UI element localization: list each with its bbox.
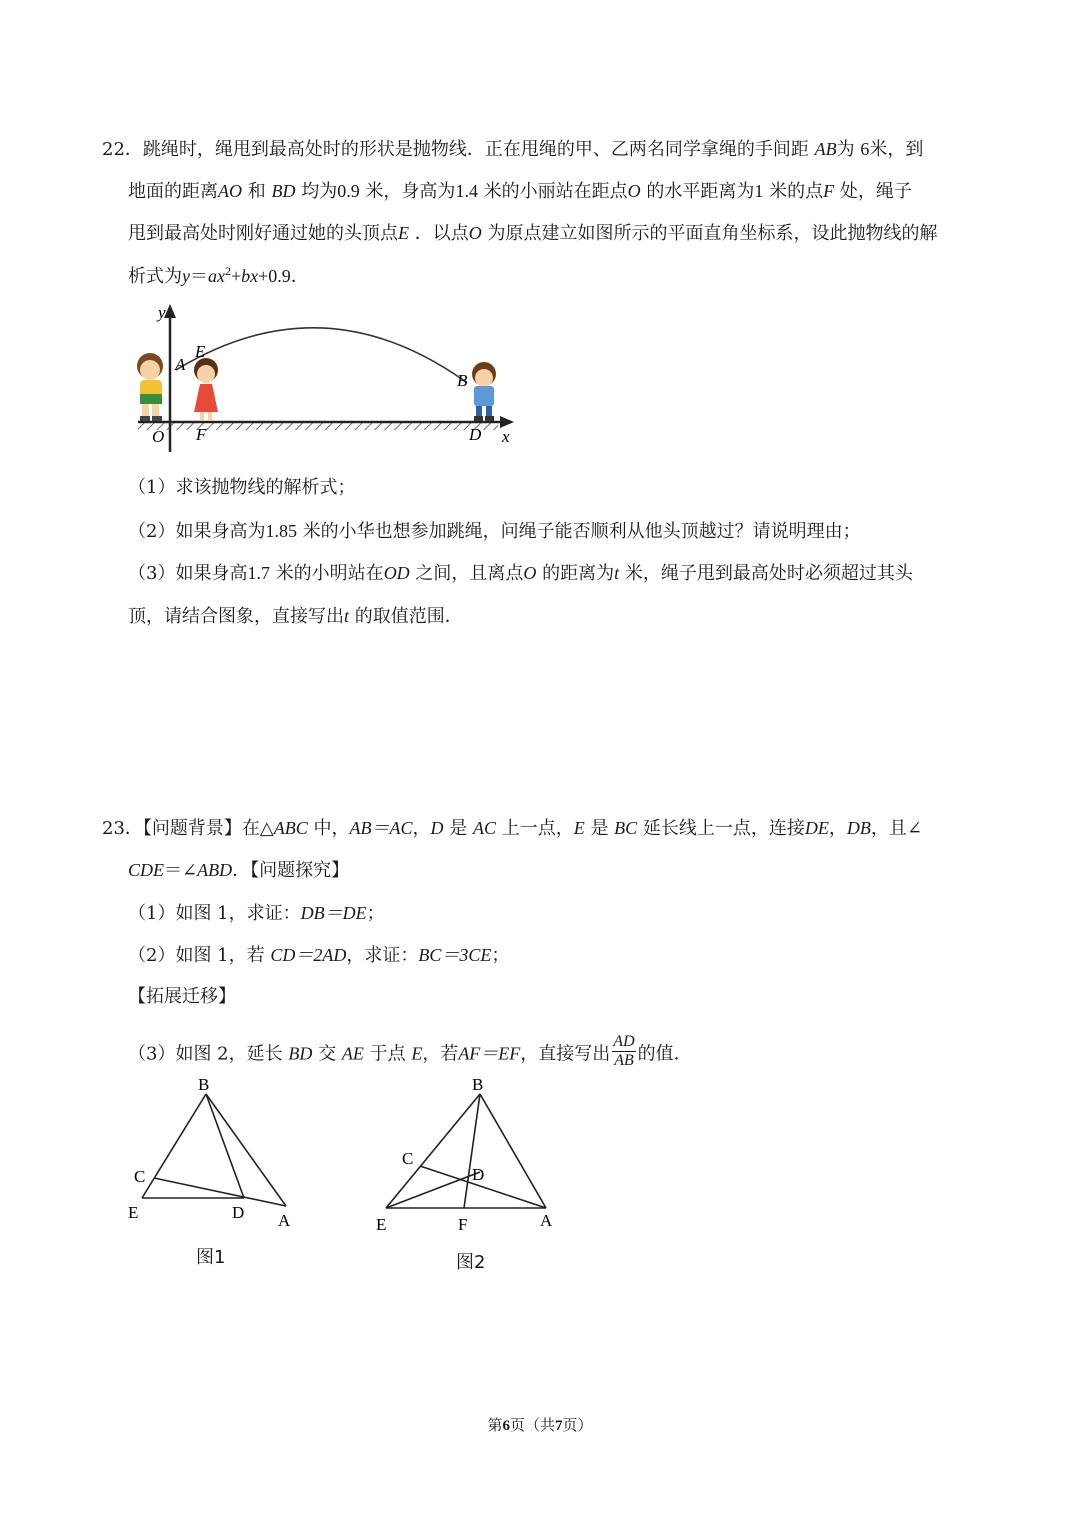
fig2-label-D: D [472, 1165, 485, 1184]
q22-line-4: 析式为$y=ax^2+bx+0.9$． [128, 264, 309, 287]
q23-part-2: （2）如图 1，若 CD＝2AD，求证：BC＝3CE； [128, 945, 510, 966]
q23-figure-2 [368, 1072, 568, 1242]
page-footer: 第6页（共7页） [487, 1416, 593, 1434]
q23-line-2: CDE＝∠ABD．【问题探究】 [128, 860, 350, 881]
q22-part-3-line-1: （3）如果身高1.7 米的小明站在OD 之间，且离点O 的距离为t 米，绳子甩到最高处时必须超过其头 [128, 563, 913, 584]
rope-parabola [176, 328, 466, 382]
fraction-ad-over-ab: $\frac{AD}{AB}$ [613, 1033, 635, 1069]
q23-figure-1 [120, 1072, 310, 1232]
left-kid-illustration [137, 353, 163, 421]
label-O: O [152, 427, 165, 446]
fig2-label-B: B [472, 1075, 484, 1094]
q23-extension-heading: 【拓展迁移】 [128, 986, 236, 1007]
q22-line-1: 22．跳绳时，绳甩到最高处时的形状是抛物线．正在甩绳的甲、乙两名同学拿绳的手间距 AB为 6米，到 [102, 139, 924, 160]
q22-part-3-line-2: 顶，请结合图象，直接写出t 的取值范围． [128, 606, 463, 627]
segment-CA [154, 1178, 286, 1206]
label-y: y [158, 303, 166, 322]
q23-part-1: （1）如图 1，求证：DB＝DE； [128, 903, 385, 924]
q23-fig1-caption: 图1 [196, 1247, 226, 1268]
label-B: B [457, 371, 468, 390]
q23-fig2-caption: 图2 [456, 1252, 486, 1273]
q22-line-3: 甩到最高处时刚好通过她的头顶点E ．以点O 为原点建立如图所示的平面直角坐标系，设此抛物线的解 [128, 223, 938, 244]
fig1-label-A: A [278, 1211, 291, 1230]
girl-xiaoli-illustration [194, 358, 218, 420]
label-A: A [175, 355, 186, 374]
q22-line-2: 地面的距离AO 和 BD 均为0.9 米，身高为1.4 米的小丽站在距点O 的水平距离为1 米的点F 处，绳子 [128, 181, 912, 202]
total-pages: 7 [555, 1418, 563, 1434]
q22-part-2: （2）如果身高为1.85 米的小华也想参加跳绳，问绳子能否顺利从他头顶越过？请说明理由； [128, 521, 861, 542]
fig1-label-E: E [128, 1203, 139, 1222]
q22-part-1: （1）求该抛物线的解析式； [128, 477, 356, 498]
fig1-label-B: B [198, 1075, 210, 1094]
q23-number: 23． [102, 818, 143, 839]
q23-part-3: （3）如图 2，延长 BD 交 AE 于点 E，若AF＝EF，直接写出 $\frac{AD}{AB}$ 的值． [128, 1033, 692, 1069]
label-x: x [502, 427, 510, 446]
fig2-label-A: A [540, 1211, 553, 1230]
segment-BA [480, 1094, 546, 1208]
fig2-label-E: E [376, 1215, 387, 1234]
segment-BD [206, 1094, 244, 1198]
q22-jump-rope-figure [128, 300, 528, 460]
q23-line-1: 23．【问题背景】在△ABC 中，AB＝AC，D 是 AC 上一点，E 是 BC 延长线上一点，连接DE，DB，且∠ [102, 818, 923, 839]
fig2-label-C: C [402, 1149, 414, 1168]
q22-number: 22． [102, 139, 143, 160]
current-page-number: 6 [502, 1418, 510, 1434]
y-axis-arrow-icon [164, 304, 176, 318]
fig2-label-F: F [458, 1215, 468, 1234]
label-E: E [195, 342, 206, 361]
fig1-label-C: C [134, 1167, 146, 1186]
segment-BA [206, 1094, 286, 1206]
fig1-label-D: D [232, 1203, 245, 1222]
label-D: D [469, 425, 482, 444]
right-kid-illustration [472, 362, 496, 421]
label-F: F [196, 425, 207, 444]
